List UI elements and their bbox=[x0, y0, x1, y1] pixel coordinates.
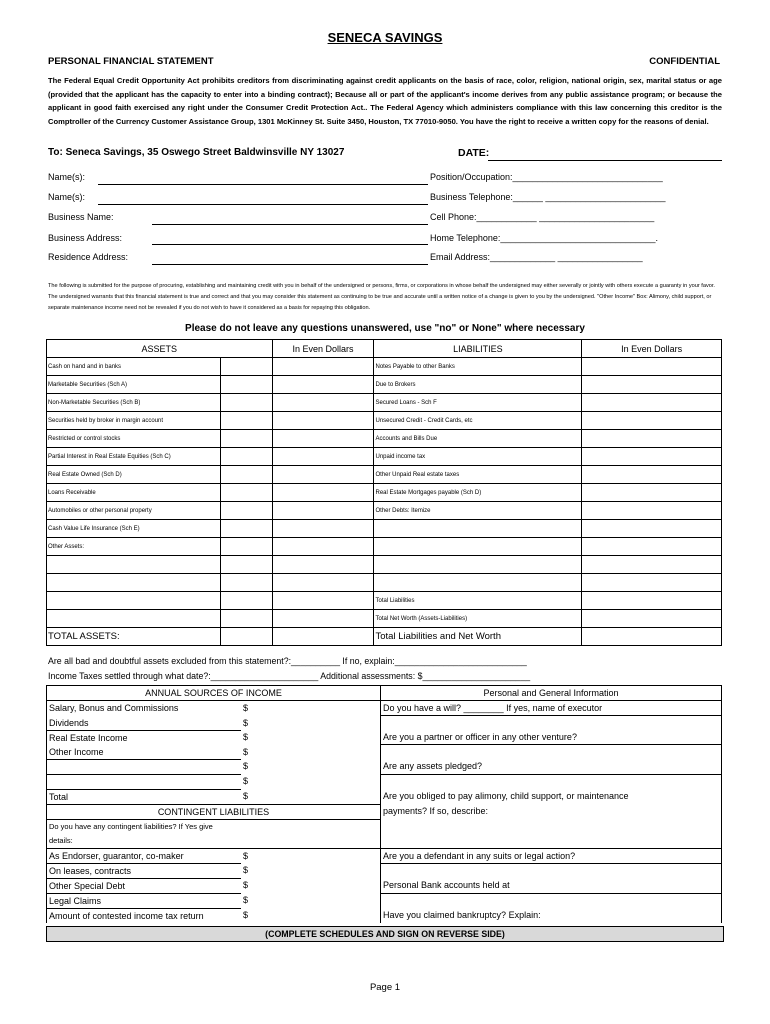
asset-label: Automobiles or other personal property bbox=[47, 502, 221, 520]
asset-subamount[interactable] bbox=[220, 376, 272, 394]
income-item bbox=[47, 774, 242, 789]
income-amount[interactable]: $ bbox=[241, 716, 381, 731]
liability-amount[interactable] bbox=[582, 430, 722, 448]
business-address-field[interactable] bbox=[152, 244, 428, 245]
liability-label: Accounts and Bills Due bbox=[374, 430, 582, 448]
liability-label: Other Unpaid Real estate taxes bbox=[374, 466, 582, 484]
alimony-question[interactable]: Are you obliged to pay alimony, child support, or maintenance bbox=[381, 789, 722, 804]
form-title: SENECA SAVINGS bbox=[327, 30, 443, 45]
asset-amount[interactable] bbox=[272, 592, 374, 610]
table-row bbox=[47, 574, 722, 592]
table-row bbox=[47, 484, 722, 502]
asset-amount[interactable] bbox=[272, 484, 374, 502]
table-row bbox=[47, 466, 722, 484]
asset-subamount[interactable] bbox=[220, 520, 272, 538]
business-name-field[interactable] bbox=[152, 224, 428, 225]
asset-subamount[interactable] bbox=[220, 394, 272, 412]
asset-amount[interactable] bbox=[272, 538, 374, 556]
contingent-amount[interactable]: $ bbox=[241, 893, 381, 908]
total-assets-subamount[interactable] bbox=[220, 628, 272, 646]
asset-label: Real Estate Owned (Sch D) bbox=[47, 466, 221, 484]
total-assets-label: TOTAL ASSETS: bbox=[47, 628, 221, 646]
liability-amount[interactable] bbox=[582, 412, 722, 430]
pledged-question[interactable]: Are any assets pledged? bbox=[381, 759, 722, 774]
asset-subamount[interactable] bbox=[220, 538, 272, 556]
contingent-amount[interactable]: $ bbox=[241, 878, 381, 893]
income-amount[interactable]: $ bbox=[241, 701, 381, 716]
liability-amount[interactable] bbox=[582, 502, 722, 520]
contingent-question-cont: details: bbox=[47, 834, 381, 849]
asset-subamount[interactable] bbox=[220, 358, 272, 376]
liability-label bbox=[374, 520, 582, 538]
asset-label bbox=[47, 592, 221, 610]
business-address-label: Business Address: bbox=[48, 233, 123, 243]
asset-subamount[interactable] bbox=[220, 466, 272, 484]
personal-header: Personal and General Information bbox=[381, 686, 722, 701]
liability-label bbox=[374, 538, 582, 556]
asset-subamount[interactable] bbox=[220, 610, 272, 628]
asset-subamount[interactable] bbox=[220, 556, 272, 574]
income-amount[interactable]: $ bbox=[241, 745, 381, 760]
liability-label: Unpaid income tax bbox=[374, 448, 582, 466]
asset-amount[interactable] bbox=[272, 520, 374, 538]
asset-label: Loans Receivable bbox=[47, 484, 221, 502]
name-label-2: Name(s): bbox=[48, 192, 86, 202]
liability-label bbox=[374, 556, 582, 574]
contingent-amount[interactable]: $ bbox=[241, 863, 381, 878]
total-liabilities-networth-label: Total Liabilities and Net Worth bbox=[374, 628, 582, 646]
asset-amount[interactable] bbox=[272, 394, 374, 412]
liability-label: Unsecured Credit - Credit Cards, etc bbox=[374, 412, 582, 430]
income-amount[interactable]: $ bbox=[241, 774, 381, 789]
table-row bbox=[47, 502, 722, 520]
liability-amount[interactable] bbox=[582, 538, 722, 556]
name-label-1: Name(s): bbox=[48, 172, 86, 182]
business-name-label: Business Name: bbox=[48, 212, 114, 222]
business-telephone-field[interactable]: Business Telephone:______ ________________________ bbox=[430, 192, 666, 202]
contingent-header: CONTINGENT LIABILITIES bbox=[47, 804, 381, 819]
asset-label: Marketable Securities (Sch A) bbox=[47, 376, 221, 394]
liability-amount[interactable] bbox=[582, 520, 722, 538]
asset-label bbox=[47, 556, 221, 574]
bank-accounts-question[interactable]: Personal Bank accounts held at bbox=[381, 878, 722, 893]
table-row bbox=[47, 610, 722, 628]
asset-label: Cash Value Life Insurance (Sch E) bbox=[47, 520, 221, 538]
liability-label: Real Estate Mortgages payable (Sch D) bbox=[374, 484, 582, 502]
income-amount[interactable]: $ bbox=[241, 730, 381, 745]
asset-subamount[interactable] bbox=[220, 430, 272, 448]
income-amount[interactable]: $ bbox=[241, 759, 381, 774]
liability-label: Notes Payable to other Banks bbox=[374, 358, 582, 376]
asset-amount[interactable] bbox=[272, 448, 374, 466]
footer-note: (COMPLETE SCHEDULES AND SIGN ON REVERSE SIDE) bbox=[46, 926, 724, 942]
asset-subamount[interactable] bbox=[220, 592, 272, 610]
table-row bbox=[47, 358, 722, 376]
asset-amount[interactable] bbox=[272, 610, 374, 628]
asset-label: Restricted or control stocks bbox=[47, 430, 221, 448]
asset-amount[interactable] bbox=[272, 430, 374, 448]
asset-amount[interactable] bbox=[272, 466, 374, 484]
table-row bbox=[47, 430, 722, 448]
contingent-item: Legal Claims bbox=[47, 893, 242, 908]
income-personal-table bbox=[46, 685, 722, 923]
excluded-assets-question[interactable]: Are all bad and doubtful assets excluded from this statement?:__________ If no, explain:___________________________ bbox=[48, 656, 527, 666]
liability-label: Total Liabilities bbox=[374, 592, 582, 610]
position-field[interactable]: Position/Occupation:______________________________ bbox=[430, 172, 663, 182]
income-item: Real Estate Income bbox=[47, 730, 242, 745]
ecoa-notice: The Federal Equal Credit Opportunity Act prohibits creditors from discriminating against credit applicants on the basis of race, color, religion, national origin, sex, marital status or age (provided that the applicant has the capacity to enter into a binding contract); Because all or part of the applicant's income derives from any public assistance program; or because the applicant in good faith exercised any right under the Consumer Credit Protection Act.. The Federal Agency which administers compliance with this law concerning this creditor is the Comptroller of the Currency Customer Assistance Group, 1301 McKinney St. Suite 3450, Houston, TX 77010-9050. You have the right to receive a written copy for the reasons of denial. bbox=[48, 76, 722, 126]
contingent-amount[interactable]: $ bbox=[241, 848, 381, 863]
contingent-item: Amount of contested income tax return bbox=[47, 908, 242, 923]
liability-amount[interactable] bbox=[582, 556, 722, 574]
asset-label bbox=[47, 610, 221, 628]
liability-amount[interactable] bbox=[582, 592, 722, 610]
asset-label bbox=[47, 574, 221, 592]
liability-amount[interactable] bbox=[582, 394, 722, 412]
email-address-field[interactable]: Email Address:_____________ _________________ bbox=[430, 252, 643, 262]
name-field-2[interactable] bbox=[98, 204, 428, 205]
liability-amount[interactable] bbox=[582, 574, 722, 592]
income-item bbox=[47, 759, 242, 774]
name-field-1[interactable] bbox=[98, 184, 428, 185]
liability-label: Other Debts: Itemize bbox=[374, 502, 582, 520]
asset-label: Non-Marketable Securities (Sch B) bbox=[47, 394, 221, 412]
asset-amount[interactable] bbox=[272, 358, 374, 376]
contingent-item: Other Special Debt bbox=[47, 878, 242, 893]
income-item: Other Income bbox=[47, 745, 242, 760]
asset-subamount[interactable] bbox=[220, 448, 272, 466]
table-row bbox=[47, 556, 722, 574]
asset-label: Securities held by broker in margin account bbox=[47, 412, 221, 430]
will-question[interactable]: Do you have a will? ________ If yes, name of executor bbox=[381, 701, 722, 716]
liability-label: Secured Loans - Sch F bbox=[374, 394, 582, 412]
partner-question[interactable]: Are you a partner or officer in any other venture? bbox=[381, 730, 722, 745]
contingent-question: Do you have any contingent liabilities? If Yes give bbox=[47, 819, 381, 834]
confidential-label: CONFIDENTIAL bbox=[649, 56, 720, 67]
home-telephone-field[interactable]: Home Telephone:_______________________________. bbox=[430, 233, 659, 243]
asset-subamount[interactable] bbox=[220, 502, 272, 520]
doc-type: PERSONAL FINANCIAL STATEMENT bbox=[48, 56, 214, 67]
totals-row bbox=[47, 628, 722, 646]
assets-header: ASSETS bbox=[47, 340, 273, 358]
asset-subamount[interactable] bbox=[220, 412, 272, 430]
liability-amount[interactable] bbox=[582, 610, 722, 628]
instruction: Please do not leave any questions unanswered, use "no" or None" where necessary bbox=[185, 323, 585, 334]
liability-amount[interactable] bbox=[582, 358, 722, 376]
income-header: ANNUAL SOURCES OF INCOME bbox=[47, 686, 381, 701]
contingent-amount[interactable]: $ bbox=[241, 908, 381, 923]
asset-amount[interactable] bbox=[272, 376, 374, 394]
liability-label bbox=[374, 574, 582, 592]
table-row bbox=[47, 538, 722, 556]
table-row bbox=[47, 448, 722, 466]
asset-label: Other Assets: bbox=[47, 538, 221, 556]
contingent-item: As Endorser, guarantor, co-maker bbox=[47, 848, 242, 863]
income-total: Total bbox=[47, 789, 242, 804]
total-liabilities-networth-amount[interactable] bbox=[582, 628, 722, 646]
table-row bbox=[47, 394, 722, 412]
date-field[interactable] bbox=[488, 160, 722, 161]
defendant-question[interactable]: Are you a defendant in any suits or legal action? bbox=[381, 848, 722, 863]
table-row bbox=[47, 520, 722, 538]
asset-amount[interactable] bbox=[272, 556, 374, 574]
alimony-question-cont: payments? If so, describe: bbox=[381, 804, 722, 819]
residence-address-field[interactable] bbox=[152, 264, 428, 265]
income-taxes-question[interactable]: Income Taxes settled through what date?:______________________ Additional assessments: $______________________ bbox=[48, 671, 531, 681]
page-number: Page 1 bbox=[369, 982, 401, 993]
liability-amount[interactable] bbox=[582, 466, 722, 484]
liability-label: Total Net Worth (Assets-Liabilities) bbox=[374, 610, 582, 628]
assets-liabilities-table bbox=[46, 339, 722, 646]
table-row bbox=[47, 592, 722, 610]
cell-phone-field[interactable]: Cell Phone:____________ _______________________ bbox=[430, 212, 655, 222]
asset-amount[interactable] bbox=[272, 502, 374, 520]
liability-amount[interactable] bbox=[582, 484, 722, 502]
income-total-amount[interactable]: $ bbox=[241, 789, 381, 804]
liability-amount[interactable] bbox=[582, 448, 722, 466]
bankruptcy-question[interactable]: Have you claimed bankruptcy? Explain: bbox=[381, 908, 722, 923]
income-item: Dividends bbox=[47, 716, 242, 731]
table-row bbox=[47, 412, 722, 430]
total-assets-amount[interactable] bbox=[272, 628, 374, 646]
assets-dollars-header: In Even Dollars bbox=[272, 340, 374, 358]
asset-amount[interactable] bbox=[272, 574, 374, 592]
legal-statement: The following is submitted for the purpose of procuring, establishing and maintaining credit with you in behalf of the undersigned or persons, firms, or corporations in whose behalf the undersigned may either severally or jointly with others execute a guaranty in your favor. The undersigned warrants that this financial statement is true and correct and that you may consider this statement as continuing to be true and accurate until a written notice of a change is given to you by the undersigned. "Other Income" Box: Alimony, child support, or separate maintenance income need not be revealed if you do not wish to have it considered as a basis for repaying this obligation. bbox=[48, 283, 715, 311]
asset-label: Partial Interest in Real Estate Equities (Sch C) bbox=[47, 448, 221, 466]
asset-label: Cash on hand and in banks bbox=[47, 358, 221, 376]
residence-address-label: Residence Address: bbox=[48, 252, 129, 262]
liabilities-header: LIABILITIES bbox=[374, 340, 582, 358]
income-item: Salary, Bonus and Commissions bbox=[47, 701, 242, 716]
to-line: To: Seneca Savings, 35 Oswego Street Baldwinsville NY 13027 bbox=[48, 147, 345, 158]
asset-subamount[interactable] bbox=[220, 484, 272, 502]
asset-subamount[interactable] bbox=[220, 574, 272, 592]
contingent-item: On leases, contracts bbox=[47, 863, 242, 878]
date-label: DATE: bbox=[458, 147, 490, 159]
liabilities-dollars-header: In Even Dollars bbox=[582, 340, 722, 358]
table-row bbox=[47, 376, 722, 394]
asset-amount[interactable] bbox=[272, 412, 374, 430]
liability-amount[interactable] bbox=[582, 376, 722, 394]
liability-label: Due to Brokers bbox=[374, 376, 582, 394]
